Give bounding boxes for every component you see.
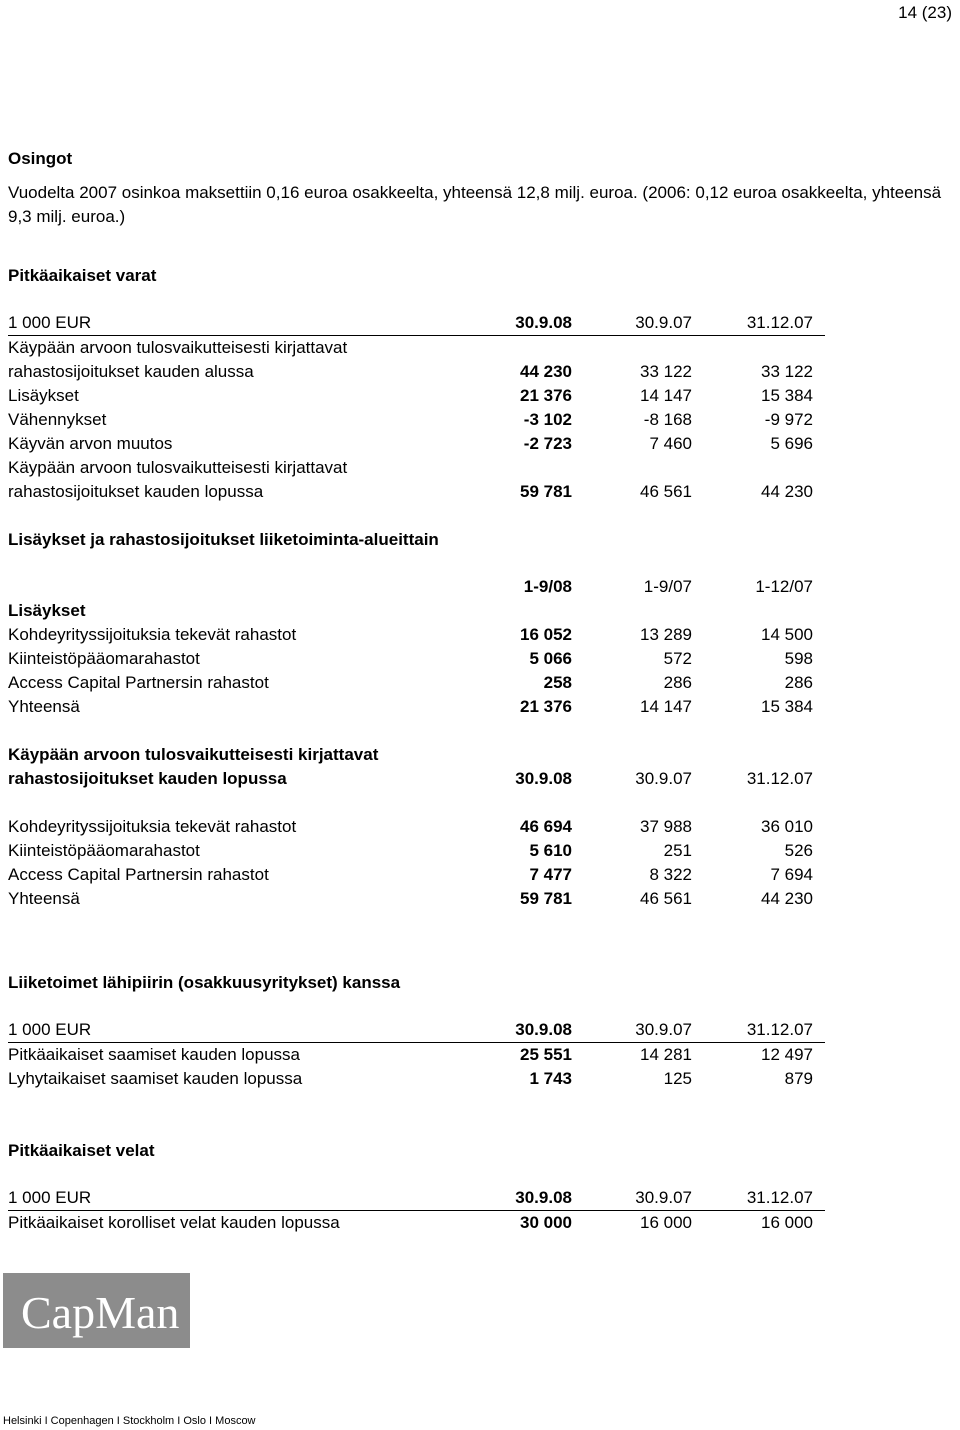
row-value-2: 14 281 (640, 1045, 692, 1064)
header-col-3: 31.12.07 (746, 1020, 813, 1039)
header-col-2: 30.9.07 (635, 769, 692, 788)
row-label: Kohdeyrityssijoituksia tekevät rahastot (8, 817, 297, 836)
capman-logo (3, 1273, 190, 1348)
subtitle-label: Lisäykset (8, 601, 86, 620)
row-value-2: 16 000 (640, 1213, 692, 1232)
header-col-1: 30.9.08 (515, 1188, 572, 1207)
row-value-2: 13 289 (640, 625, 692, 644)
row-value-2: 251 (663, 841, 692, 860)
related-party-table (8, 1018, 825, 1091)
row-value-2: 7 460 (649, 434, 692, 453)
fair-value-end-title-line2: rahastosijoitukset kauden lopussa (8, 769, 287, 788)
table-row (8, 408, 825, 432)
row-value-1: 5 610 (529, 841, 572, 860)
footer-locations: Helsinki I Copenhagen I Stockholm I Oslo I Moscow (3, 1415, 256, 1427)
table-row (8, 1043, 825, 1067)
row-label: rahastosijoitukset kauden alussa (8, 362, 254, 381)
table-subtitle-row (8, 599, 825, 623)
table-row (8, 456, 825, 480)
row-label: Käypään arvoon tulosvaikutteisesti kirjattavat (8, 458, 348, 477)
row-value-3: 15 384 (761, 386, 813, 405)
header-col-2: 30.9.07 (635, 1188, 692, 1207)
row-value-1: 25 551 (520, 1045, 572, 1064)
row-value-2: 37 988 (640, 817, 692, 836)
row-label: Kiinteistöpääomarahastot (8, 841, 200, 860)
row-value-3: 14 500 (761, 625, 813, 644)
table-header-row (8, 1018, 825, 1043)
table-row (8, 480, 825, 504)
row-value-2: 33 122 (640, 362, 692, 381)
row-label: Pitkäaikaiset korolliset velat kauden lopussa (8, 1213, 340, 1232)
header-col-2: 30.9.07 (635, 1020, 692, 1039)
header-col-3: 1-12/07 (755, 577, 813, 596)
row-value-1: 21 376 (520, 386, 572, 405)
row-value-1: -2 723 (523, 434, 572, 453)
row-label: Access Capital Partnersin rahastot (8, 673, 269, 692)
table-header-row (8, 311, 825, 336)
row-value-1: 21 376 (520, 697, 572, 716)
table-header-row (8, 1186, 825, 1211)
row-label: Käypään arvoon tulosvaikutteisesti kirjattavat (8, 338, 348, 357)
row-value-2: 572 (663, 649, 692, 668)
row-label: Kiinteistöpääomarahastot (8, 649, 200, 668)
row-value-1: 30 000 (520, 1213, 572, 1232)
header-unit: 1 000 EUR (8, 1188, 92, 1207)
table-row (8, 671, 825, 695)
table-header-row (8, 767, 825, 791)
row-value-3: 286 (784, 673, 813, 692)
row-value-2: 46 561 (640, 889, 692, 908)
header-col-1: 30.9.08 (515, 313, 572, 332)
row-label: rahastosijoitukset kauden lopussa (8, 482, 264, 501)
row-value-3: -9 972 (764, 410, 813, 429)
table-row (8, 1067, 825, 1091)
row-label: Access Capital Partnersin rahastot (8, 865, 269, 884)
related-party-title: Liiketoimet lähipiirin (osakkuusyritykset) kanssa (8, 973, 401, 992)
header-col-2: 30.9.07 (635, 313, 692, 332)
row-value-3: 5 696 (770, 434, 813, 453)
header-col-2: 1-9/07 (643, 577, 692, 596)
header-col-3: 31.12.07 (746, 769, 813, 788)
row-value-3: 7 694 (770, 865, 813, 884)
row-value-1: 44 230 (520, 362, 572, 381)
table-row (8, 336, 825, 360)
row-value-3: 598 (784, 649, 813, 668)
row-value-3: 15 384 (761, 697, 813, 716)
svg-text:CapMan: CapMan (21, 1287, 180, 1338)
row-value-1: 16 052 (520, 625, 572, 644)
table-row (8, 1211, 825, 1235)
row-value-1: 258 (543, 673, 572, 692)
table-row (8, 863, 825, 887)
table-row (8, 647, 825, 671)
row-value-2: 46 561 (640, 482, 692, 501)
table-row (8, 432, 825, 456)
row-label: Yhteensä (8, 697, 80, 716)
row-label: Lyhytaikaiset saamiset kauden lopussa (8, 1069, 303, 1088)
row-value-3: 16 000 (761, 1213, 813, 1232)
row-value-2: -8 168 (643, 410, 692, 429)
row-value-1: 46 694 (520, 817, 572, 836)
row-label: Käyvän arvon muutos (8, 434, 173, 453)
table-header-row (8, 575, 825, 599)
table-row (8, 695, 825, 719)
long-term-assets-title: Pitkäaikaiset varat (8, 266, 157, 285)
table-row (8, 887, 825, 911)
header-col-3: 31.12.07 (746, 313, 813, 332)
row-label: Vähennykset (8, 410, 107, 429)
additions-by-segment-table (8, 575, 825, 719)
header-col-3: 31.12.07 (746, 1188, 813, 1207)
dividends-title: Osingot (8, 149, 73, 168)
table-row (8, 360, 825, 384)
table-row (8, 815, 825, 839)
long-term-liabilities-title: Pitkäaikaiset velat (8, 1141, 155, 1160)
capman-logo-mark (3, 1273, 190, 1348)
table-row (8, 384, 825, 408)
row-label: Kohdeyrityssijoituksia tekevät rahastot (8, 625, 297, 644)
header-col-1: 1-9/08 (523, 577, 572, 596)
row-label: Pitkäaikaiset saamiset kauden lopussa (8, 1045, 300, 1064)
header-col-1: 30.9.08 (515, 1020, 572, 1039)
row-value-3: 33 122 (761, 362, 813, 381)
row-value-2: 14 147 (640, 386, 692, 405)
row-label: Yhteensä (8, 889, 80, 908)
row-value-2: 8 322 (649, 865, 692, 884)
row-value-3: 44 230 (761, 889, 813, 908)
fair-value-end-table (8, 743, 825, 791)
header-unit: 1 000 EUR (8, 1020, 92, 1039)
row-value-1: 7 477 (529, 865, 572, 884)
long-term-liabilities-table (8, 1186, 825, 1235)
row-value-1: 59 781 (520, 889, 572, 908)
row-value-1: -3 102 (523, 410, 572, 429)
row-value-3: 36 010 (761, 817, 813, 836)
header-unit: 1 000 EUR (8, 313, 92, 332)
table-row (8, 839, 825, 863)
row-value-3: 526 (784, 841, 813, 860)
row-value-2: 286 (663, 673, 692, 692)
row-label: Lisäykset (8, 386, 79, 405)
row-value-3: 879 (784, 1069, 813, 1088)
additions-by-segment-title: Lisäykset ja rahastosijoitukset liiketoiminta-alueittain (8, 530, 439, 549)
table-title-row (8, 743, 825, 767)
dividends-text: Vuodelta 2007 osinkoa maksettiin 0,16 euroa osakkeelta, yhteensä 12,8 milj. euroa. (2006: 0,12 euroa osakkeelta, yhteensä 9,3 milj. euroa.) (8, 183, 942, 226)
row-value-3: 12 497 (761, 1045, 813, 1064)
page-number: 14 (23) (898, 3, 952, 22)
row-value-2: 14 147 (640, 697, 692, 716)
row-value-1: 59 781 (520, 482, 572, 501)
header-col-1: 30.9.08 (515, 769, 572, 788)
row-value-1: 1 743 (529, 1069, 572, 1088)
row-value-3: 44 230 (761, 482, 813, 501)
fair-value-end-title-line1: Käypään arvoon tulosvaikutteisesti kirjattavat (8, 745, 379, 764)
long-term-assets-table (8, 311, 825, 504)
row-value-1: 5 066 (529, 649, 572, 668)
row-value-2: 125 (663, 1069, 692, 1088)
table-row (8, 623, 825, 647)
fair-value-end-rows (8, 815, 825, 911)
